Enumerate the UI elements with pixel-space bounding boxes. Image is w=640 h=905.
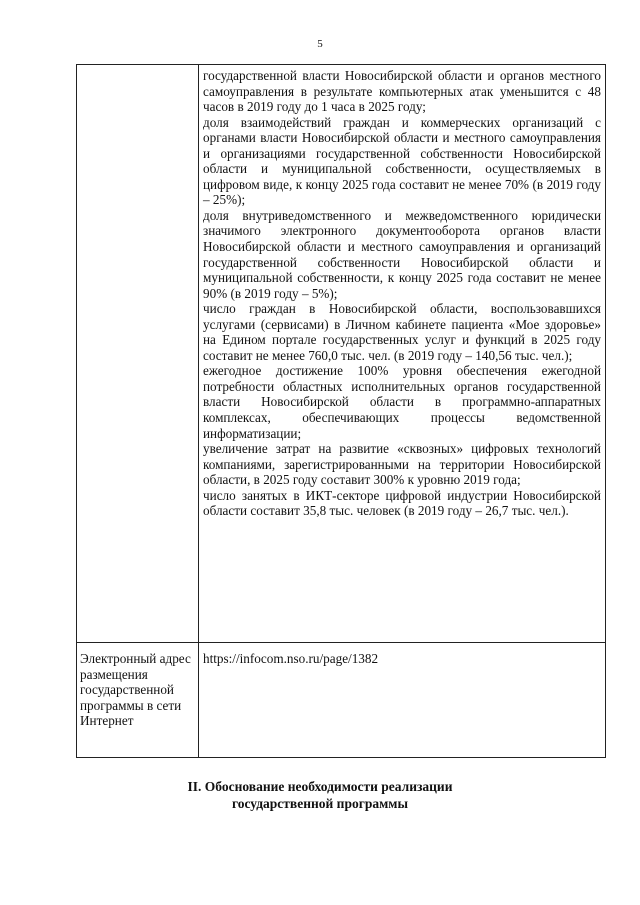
- target-paragraph: доля взаимодействий граждан и коммерческих организаций с органами власти Новосибирской области и местного самоуправления и организациями государственной собственности Новосибирской области и муниципальной собственности, осуществляемых в цифровом виде, к концу 2025 года составит не менее 70% (в 2019 году – 25%);: [203, 114, 601, 208]
- section-title-line-2: государственной программы: [231, 796, 409, 811]
- label-cell-empty: [77, 65, 199, 643]
- passport-table: [76, 64, 606, 758]
- targets-cell: [199, 65, 606, 643]
- program-url-link[interactable]: https://infocom.nso.ru/page/1382: [203, 651, 379, 666]
- target-paragraph: число граждан в Новосибирской области, воспользовавшихся услугами (сервисами) в Личном кабинете пациента «Мое здоровье» на Едином портале государственных услуг и функций в 2025 году составит не менее 760,0 тыс. чел. (в 2019 году – 140,56 тыс. чел.);: [203, 301, 601, 363]
- table-row-url: [77, 643, 606, 758]
- page-number: 5: [317, 38, 323, 50]
- url-label-cell: [77, 643, 199, 758]
- targets-text: [199, 65, 605, 519]
- target-paragraph: число занятых в ИКТ-секторе цифровой индустрии Новосибирской области составит 35,8 тыс. человек (в 2019 году – 26,7 тыс. чел.).: [203, 487, 601, 519]
- url-label: Электронный адрес размещения государственной программы в сети Интернет: [80, 651, 191, 729]
- target-paragraph: увеличение затрат на развитие «сквозных» цифровых технологий компаниями, зарегистрированными на территории Новосибирской области, в 2025 году составит 300% к уровню 2019 года;: [203, 441, 601, 488]
- url-value-cell: [199, 643, 606, 758]
- section-heading: [0, 778, 640, 812]
- target-paragraph: ежегодное достижение 100% уровня обеспечения ежегодной потребности областных исполнительных органов государственной власти Новосибирской области в программно-аппаратных комплексах, обеспечивающих процессы ведомственной информатизации;: [203, 363, 601, 441]
- target-paragraph: доля внутриведомственного и межведомственного юридически значимого электронного документооборота органов власти Новосибирской области и местного самоуправления и организаций государственной собственности Новосибирской области и муниципальной собственности, к концу 2025 года составит не менее 90% (в 2019 году – 5%);: [203, 207, 601, 301]
- target-paragraph: государственной власти Новосибирской области и органов местного самоуправления в результате компьютерных атак уменьшится с 48 часов в 2019 году до 1 часа в 2025 году;: [203, 68, 601, 115]
- section-title-line-1: II. Обоснование необходимости реализации: [187, 779, 453, 794]
- table-row-targets: [77, 65, 606, 643]
